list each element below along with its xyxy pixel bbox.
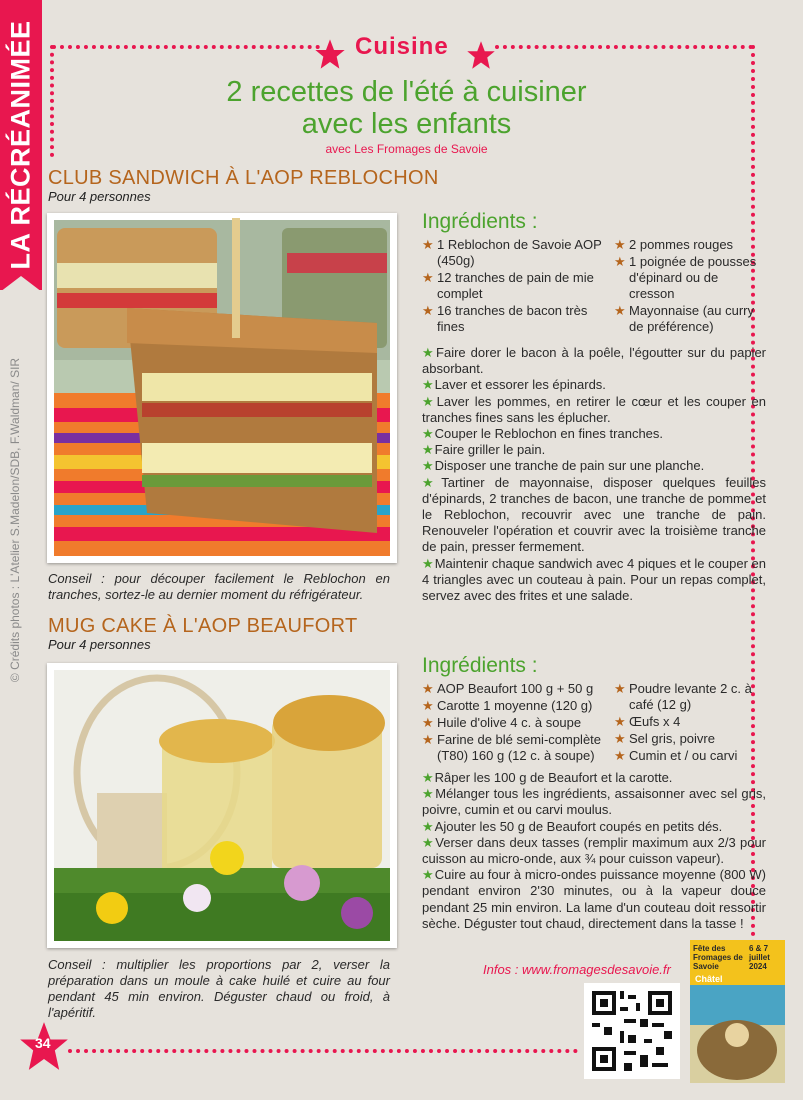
brand-ribbon-text	[0, 0, 42, 290]
step-item	[422, 394, 766, 426]
ingredient-text: Sel gris, poivre	[629, 731, 715, 746]
step-item	[422, 556, 766, 605]
ingredient-item	[422, 715, 612, 731]
recipe1-tip: Conseil : pour découper facilement le Reblochon en tranches, sortez-le au dernier moment du réfrigérateur.	[48, 571, 390, 602]
step-item	[422, 786, 766, 818]
step-text: Faire griller le pain.	[434, 442, 546, 458]
star-bullet-icon: ★	[614, 681, 626, 696]
star-bullet-icon: ★	[422, 732, 434, 747]
frame-top-right	[495, 45, 753, 49]
ingredient-text: 12 tranches de pain de mie complet	[437, 270, 594, 301]
recipe1-title: CLUB SANDWICH À L'AOP REBLOCHON	[48, 167, 439, 189]
ingredient-item	[614, 681, 766, 713]
step-text: Laver et essorer les épinards.	[434, 377, 606, 393]
mug-cake-photo	[47, 663, 397, 948]
recipe1-ingredients-title: Ingrédients :	[422, 210, 538, 233]
star-bullet-icon: ★	[422, 442, 434, 458]
ingredient-item	[614, 303, 766, 335]
star-bullet-icon: ★	[422, 715, 434, 730]
ingredient-item	[422, 732, 612, 764]
step-text: Laver les pommes, en retirer le cœur et les couper en tranches fines sans les éplucher.	[422, 393, 766, 425]
poster-title: Fête des Fromages de Savoie	[693, 944, 743, 971]
club-sandwich-photo	[47, 213, 397, 563]
star-bullet-icon: ★	[422, 555, 434, 571]
ingredient-item	[614, 254, 766, 302]
ingredient-text: Huile d'olive 4 c. à soupe	[437, 715, 582, 730]
step-text: Verser dans deux tasses (remplir maximum aux 2/3 pour cuisson au micro-onde, aux ¾ pour cuisson vapeur).	[422, 834, 766, 867]
step-item	[422, 867, 766, 932]
ingredient-text: Cumin et / ou carvi	[629, 748, 738, 763]
ingredient-item	[422, 270, 612, 302]
info-link[interactable]: Infos : www.fromagesdesavoie.fr	[483, 962, 671, 977]
page-title	[60, 76, 753, 140]
star-bullet-icon: ★	[614, 714, 626, 729]
step-text: Disposer une tranche de pain sur une planche.	[434, 458, 705, 474]
section-label: Cuisine	[355, 33, 449, 60]
poster-place: Châtel	[695, 974, 723, 984]
step-text: Cuire au four à micro-ondes puissance moyenne (800 W) pendant environ 2'30 minutes, ou à la vapeur douce pendant 25 min environ. La lame d'un couteau doit ressortir sèche. Déguster tout chaud, directement dans la tasse !	[422, 867, 766, 931]
star-bullet-icon: ★	[422, 393, 436, 409]
recipe2-ingredients-col1	[422, 681, 612, 765]
star-bullet-icon: ★	[422, 345, 436, 360]
step-text: Mélanger tous les ingrédients, assaisonner avec sel gris, poivre, cumin et ou carvi moulus.	[422, 786, 766, 818]
step-text: Couper le Reblochon en fines tranches.	[434, 426, 664, 442]
star-bullet-icon: ★	[422, 867, 434, 883]
step-item	[422, 475, 766, 556]
star-bullet-icon: ★	[422, 377, 434, 393]
brand-name: LA RÉCRÉANIMÉE	[5, 20, 36, 270]
recipe2-serves: Pour 4 personnes	[48, 637, 151, 652]
recipe2-steps	[422, 770, 766, 932]
star-bullet-icon: ★	[422, 786, 435, 802]
photo-credits: © Crédits photos : L'Atelier S.Madelon/SDB, F.Waldman/ SIR	[8, 357, 22, 683]
star-bullet-icon: ★	[422, 458, 434, 474]
frame-bottom	[68, 1049, 578, 1053]
ingredient-item	[614, 237, 766, 253]
step-text: Râper les 100 g de Beaufort et la carotte.	[434, 770, 673, 785]
recipe1-serves: Pour 4 personnes	[48, 189, 151, 204]
recipe2-title: MUG CAKE À L'AOP BEAUFORT	[48, 615, 358, 637]
photo-credits-wrap	[0, 300, 30, 740]
step-text: Maintenir chaque sandwich avec 4 piques et le couper en 4 triangles avec un couteau à pain. Pour un repas complet, servez avec des frites et une salade.	[422, 555, 766, 604]
step-item	[422, 458, 766, 474]
recipe2-tip: Conseil : multiplier les proportions par 2, verser la préparation dans un moule à cake huilé et cuire au four pendant 45 min environ. Déguster chaud ou froid, à l'apéritif.	[48, 957, 390, 1020]
star-bullet-icon: ★	[422, 698, 434, 713]
step-item	[422, 377, 766, 393]
star-icon	[466, 40, 496, 70]
ingredient-item	[614, 731, 766, 747]
star-icon	[314, 38, 346, 70]
step-text: Tartiner de mayonnaise, disposer quelques feuilles d'épinards, 2 tranches de bacon, une tranche de pomme et le Reblochon, recouvrir avec une tranche de pain. Renouveler l'opération et couvrir avec la troisième tranche de pain, presser fermement.	[422, 474, 767, 555]
step-item	[422, 426, 766, 442]
ingredient-item	[422, 237, 612, 269]
ingredient-text: Carotte 1 moyenne (120 g)	[437, 698, 593, 713]
star-bullet-icon: ★	[614, 254, 626, 269]
star-bullet-icon: ★	[614, 731, 626, 746]
step-item	[422, 770, 766, 786]
ingredient-text: AOP Beaufort 100 g + 50 g	[437, 681, 594, 696]
page-number: 34	[35, 1035, 51, 1051]
ingredient-item	[422, 303, 612, 335]
step-item	[422, 442, 766, 458]
ingredient-text: 2 pommes rouges	[629, 237, 734, 252]
ingredient-text: 16 tranches de bacon très fines	[437, 303, 588, 334]
ingredient-text: Mayonnaise (au curry de préférence)	[629, 303, 754, 334]
ingredient-text: Farine de blé semi-complète (T80) 160 g (12 c. à soupe)	[437, 732, 602, 763]
step-item	[422, 835, 766, 867]
star-bullet-icon: ★	[614, 237, 626, 252]
star-bullet-icon: ★	[422, 818, 434, 834]
ingredient-text: Œufs x 4	[629, 714, 681, 729]
star-bullet-icon: ★	[614, 303, 626, 318]
ingredient-item	[422, 698, 612, 714]
ingredient-item	[422, 681, 612, 697]
star-bullet-icon: ★	[422, 770, 434, 785]
ingredient-text: 1 poignée de pousses d'épinard ou de cresson	[629, 254, 757, 301]
page-title-line1: 2 recettes de l'été à cuisiner	[226, 76, 587, 108]
recipe1-ingredients-col2	[614, 237, 766, 336]
recipe2-ingredients-title: Ingrédients :	[422, 654, 538, 677]
recipe1-steps	[422, 345, 766, 604]
recipe1-ingredients-col1	[422, 237, 612, 336]
frame-left	[50, 45, 54, 157]
star-bullet-icon: ★	[422, 270, 434, 285]
step-item	[422, 819, 766, 835]
frame-top-left	[52, 45, 320, 49]
page-subtitle: avec Les Fromages de Savoie	[325, 142, 488, 156]
qr-code[interactable]	[584, 983, 680, 1079]
step-text: Ajouter les 50 g de Beaufort coupés en petits dés.	[434, 818, 723, 834]
poster-dates: 6 & 7 juillet 2024	[749, 944, 770, 971]
star-bullet-icon: ★	[422, 237, 434, 252]
ingredient-text: Poudre levante 2 c. à café (12 g)	[629, 681, 752, 712]
star-bullet-icon: ★	[422, 834, 435, 850]
recipe2-ingredients-col2	[614, 681, 766, 765]
ingredient-item	[614, 748, 766, 764]
star-bullet-icon: ★	[614, 748, 626, 763]
star-bullet-icon: ★	[422, 303, 434, 318]
ingredient-item	[614, 714, 766, 730]
step-text: Faire dorer le bacon à la poêle, l'égoutter sur du papier absorbant.	[422, 345, 767, 377]
step-item	[422, 345, 766, 377]
ingredient-text: 1 Reblochon de Savoie AOP (450g)	[437, 237, 602, 268]
page-title-line2: avec les enfants	[301, 108, 512, 140]
star-bullet-icon: ★	[422, 681, 434, 696]
star-bullet-icon: ★	[422, 426, 434, 442]
star-bullet-icon: ★	[422, 474, 441, 490]
